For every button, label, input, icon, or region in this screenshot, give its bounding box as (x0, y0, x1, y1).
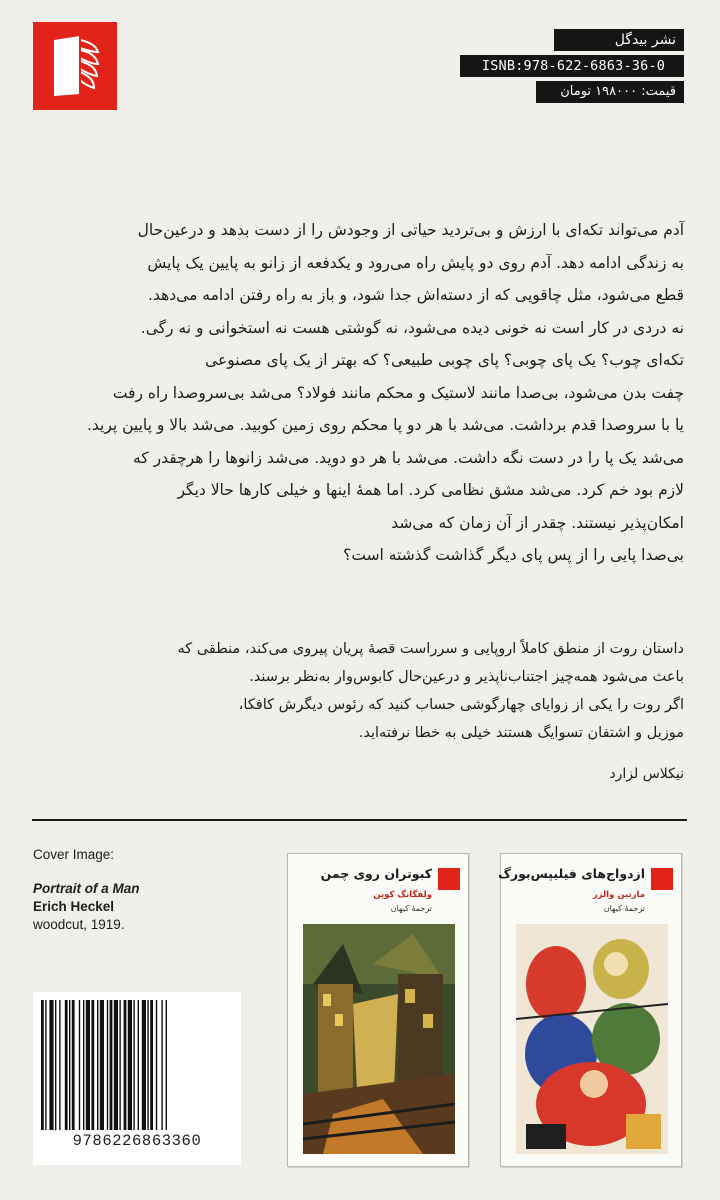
book-translator: ترجمهٔ کیهان (603, 904, 645, 913)
barcode-number: 9786226863360 (72, 1132, 202, 1150)
publisher-logo (33, 22, 117, 110)
book-cover-art (516, 924, 668, 1154)
blurb-line: قطع می‌شود، مثل چاقویی که از دسته‌اش جدا شود، و باز به راه رفتن ادامه می‌دهد. (148, 286, 684, 304)
review-line: اگر روت را یکی از زوایای چهارگوشی حساب کنید که رئوس دیگرش کافکا، (238, 697, 684, 713)
book-publisher-logo (438, 868, 460, 890)
book-title: کبوتران روی چمن (320, 866, 432, 881)
review-line: موزیل و اشتفان تسوایگ هستند خیلی به خطا نرفته‌اید. (358, 725, 684, 741)
blurb-line: چفت بدن می‌شود، بی‌صدا مانند لاستیک و محکم مانند فولاد؟ می‌شد بی‌سروصدا راه رفت (112, 383, 684, 402)
isbn-label: ISNB:978-622-6863-36-0 (460, 55, 684, 77)
blurb-line: تکه‌ای چوب؟ یک پای چوبی؟ پای چوبی طبیعی؟ که بهتر از یک پای مصنوعی (205, 351, 684, 369)
blurb-line: لازم بود خم کرد. می‌شد مشق نظامی کرد. اما همهٔ اینها و خیلی کارها حالا دیگر (177, 481, 684, 499)
review-line: باعث می‌شود همه‌چیز اجتناب‌ناپذیر و درعین‌حال کابوس‌وار به‌نظر برسند. (249, 669, 684, 685)
book-thumbnail (287, 853, 469, 1167)
book-fan-icon (46, 34, 104, 98)
book-author: ولفگانگ کوپن (373, 890, 432, 900)
review-quote (64, 635, 684, 747)
publisher-name: نشر بیدگل (554, 29, 684, 51)
blurb-line: آدم می‌تواند تکه‌ای با ارزش و بی‌تردید حیاتی از وجودش را از دست بدهد و درعین‌حال (137, 221, 684, 239)
book-publisher-logo (651, 868, 673, 890)
blurb-line: امکان‌پذیر نیستند. چقدر از آن زمان که می‌شد (391, 513, 684, 532)
cover-caption: Cover Image: (33, 847, 115, 862)
barcode-bars (39, 1000, 235, 1130)
artwork-detail: woodcut, 1919. (33, 917, 125, 932)
barcode (33, 992, 241, 1165)
artwork-title: Portrait of a Man (33, 881, 140, 896)
book-translator: ترجمهٔ کیهان (390, 904, 432, 913)
book-title: ازدواج‌های فیلیپس‌بورگ (498, 866, 645, 881)
publisher-info-box (460, 29, 684, 103)
review-line: داستان روت از منطق کاملاً اروپایی و سرراست قصهٔ پریان پیروی می‌کند، منطقی که (177, 641, 684, 657)
divider (32, 819, 687, 821)
review-author: نیکلاس لزارد (609, 766, 684, 782)
blurb-line: به زندگی ادامه دهد. آدم روی دو پایش راه می‌رود و یکدفعه از زانو به پایین یک پایش (147, 253, 684, 272)
price-label: قیمت: ۱۹۸۰۰۰ تومان (536, 81, 684, 103)
cover-credit (33, 846, 233, 934)
book-cover-art (303, 924, 455, 1154)
blurb-line: بی‌صدا پایی را از پس پای دیگر گذاشت گذشته است؟ (343, 546, 684, 564)
blurb-line: نه دردی در کار است نه خونی دیده می‌شود، نه گوشتی هست نه استخوانی و نه رگی. (140, 318, 684, 337)
blurb-line: می‌شد یک پا را در دست نگه داشت. می‌شد با هر دو دوید. می‌شد زانوها را هرچقدر که (132, 448, 684, 467)
artist-name: Erich Heckel (33, 899, 115, 914)
book-thumbnail (500, 853, 682, 1167)
book-author: مارتین والزر (592, 890, 645, 900)
blurb-line: یا با سروصدا قدم برداشت. می‌شد با هر دو پا محکم روی زمین کوبید. می‌شد بالا و پایین پرید. (86, 416, 684, 434)
blurb-text (86, 214, 684, 572)
